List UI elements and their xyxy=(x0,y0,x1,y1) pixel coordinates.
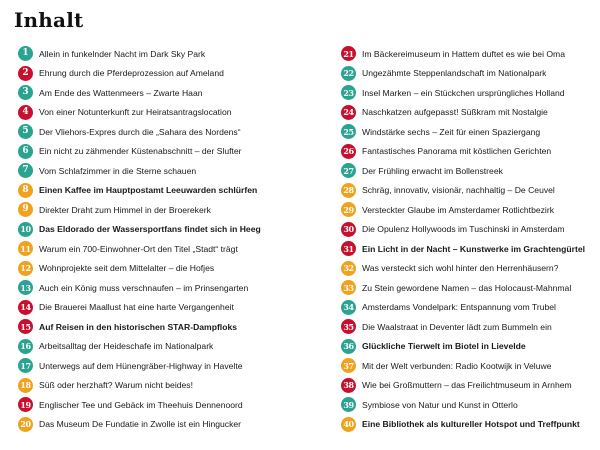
chapter-number-badge: 10 xyxy=(18,222,33,237)
toc-entry-title: Der Frühling erwacht im Bollenstreek xyxy=(362,165,503,176)
toc-entry-title: Im Bäckereimuseum in Hattem duftet es wie bei Oma xyxy=(362,48,565,59)
toc-entry xyxy=(341,200,600,220)
toc-entry xyxy=(18,181,306,201)
chapter-number-badge: 38 xyxy=(341,378,356,393)
toc-entry xyxy=(341,83,600,103)
toc-entry xyxy=(341,415,600,435)
toc-entry xyxy=(341,220,600,240)
chapter-number-badge: 11 xyxy=(18,241,33,256)
chapter-number-badge: 3 xyxy=(18,85,33,100)
chapter-number-badge: 17 xyxy=(18,358,33,373)
toc-entry-title: Die Brauerei Maallust hat eine harte Vergangenheit xyxy=(39,302,234,313)
toc-entry-title: Das Museum De Fundatie in Zwolle ist ein Hingucker xyxy=(39,419,242,430)
toc-entry-title: Auch ein König muss verschnaufen – im Prinsengarten xyxy=(39,282,249,293)
toc-entry-title: Vom Schlafzimmer in die Sterne schauen xyxy=(39,165,197,176)
toc-entry-title: Am Ende des Wattenmeers – Zwarte Haan xyxy=(39,87,203,98)
chapter-number-badge: 19 xyxy=(18,397,33,412)
toc-entry xyxy=(18,317,306,337)
toc-entry-title: Einen Kaffee im Hauptpostamt Leeuwarden schlürfen xyxy=(39,185,258,196)
chapter-number-badge: 39 xyxy=(341,397,356,412)
toc-entry xyxy=(341,122,600,142)
chapter-number-badge: 7 xyxy=(18,163,33,178)
chapter-number-badge: 34 xyxy=(341,300,356,315)
chapter-number-badge: 2 xyxy=(18,66,33,81)
toc-entry xyxy=(18,395,306,415)
toc-entry xyxy=(341,103,600,123)
toc-entry xyxy=(18,259,306,279)
toc-entry xyxy=(18,200,306,220)
toc-entry xyxy=(341,259,600,279)
toc-entry-title: Windstärke sechs – Zeit für einen Spaziergang xyxy=(362,126,541,137)
page-title: Inhalt xyxy=(14,8,84,32)
toc-entry-title: Wohnprojekte seit dem Mittelalter – die Hofjes xyxy=(39,263,215,274)
toc-entry xyxy=(18,103,306,123)
toc-entry xyxy=(341,278,600,298)
toc-entry xyxy=(18,337,306,357)
toc-entry-title: Von einer Notunterkunft zur Heiratsantragslocation xyxy=(39,107,232,118)
toc-entry xyxy=(341,376,600,396)
toc-entry xyxy=(18,278,306,298)
chapter-number-badge: 21 xyxy=(341,46,356,61)
chapter-number-badge: 30 xyxy=(341,222,356,237)
toc-entry-title: Unterwegs auf dem Hünengräber-Highway in Havelte xyxy=(39,360,243,371)
toc-entry-title: Wie bei Großmuttern – das Freilichtmuseum in Arnhem xyxy=(362,380,572,391)
chapter-number-badge: 24 xyxy=(341,105,356,120)
chapter-number-badge: 22 xyxy=(341,66,356,81)
chapter-number-badge: 32 xyxy=(341,261,356,276)
toc-entry-title: Amsterdams Vondelpark: Entspannung vom Trubel xyxy=(362,302,556,313)
toc-entry-title: Glückliche Tierwelt im Biotel in Lievelde xyxy=(362,341,526,352)
toc-entry-title: Fantastisches Panorama mit köstlichen Gerichten xyxy=(362,146,552,157)
chapter-number-badge: 9 xyxy=(18,202,33,217)
chapter-number-badge: 6 xyxy=(18,144,33,159)
toc-column-right xyxy=(341,44,600,434)
chapter-number-badge: 13 xyxy=(18,280,33,295)
toc-entry-title: Arbeitsalltag der Heideschafe im Nationalpark xyxy=(39,341,214,352)
toc-entry-title: Ehrung durch die Pferdeprozession auf Ameland xyxy=(39,68,224,79)
toc-entry xyxy=(18,64,306,84)
toc-entry-title: Mit der Welt verbunden: Radio Kootwijk in Veluwe xyxy=(362,360,552,371)
toc-entry xyxy=(341,142,600,162)
toc-entry-title: Englischer Tee und Gebäck im Theehuis Dennenoord xyxy=(39,399,243,410)
toc-entry-title: Die Opulenz Hollywoods im Tuschinski in Amsterdam xyxy=(362,224,565,235)
chapter-number-badge: 1 xyxy=(18,46,33,61)
chapter-number-badge: 18 xyxy=(18,378,33,393)
toc-entry xyxy=(18,298,306,318)
chapter-number-badge: 20 xyxy=(18,417,33,432)
chapter-number-badge: 27 xyxy=(341,163,356,178)
chapter-number-badge: 35 xyxy=(341,319,356,334)
toc-entry xyxy=(18,142,306,162)
chapter-number-badge: 25 xyxy=(341,124,356,139)
toc-entry xyxy=(18,239,306,259)
toc-entry-title: Der Vliehors-Expres durch die „Sahara des Nordens“ xyxy=(39,126,241,137)
toc-entry-title: Allein in funkelnder Nacht im Dark Sky Park xyxy=(39,48,206,59)
toc-entry-title: Insel Marken – ein Stückchen ursprüngliches Holland xyxy=(362,87,565,98)
toc-entry-title: Auf Reisen in den historischen STAR-Dampfloks xyxy=(39,321,237,332)
toc-entry xyxy=(341,356,600,376)
chapter-number-badge: 4 xyxy=(18,105,33,120)
chapter-number-badge: 28 xyxy=(341,183,356,198)
toc-entry-title: Naschkatzen aufgepasst! Süßkram mit Nostalgie xyxy=(362,107,548,118)
toc-entry-title: Die Waalstraat in Deventer lädt zum Bummeln ein xyxy=(362,321,552,332)
chapter-number-badge: 16 xyxy=(18,339,33,354)
toc-entry xyxy=(18,415,306,435)
chapter-number-badge: 15 xyxy=(18,319,33,334)
toc-entry xyxy=(341,239,600,259)
chapter-number-badge: 33 xyxy=(341,280,356,295)
chapter-number-badge: 5 xyxy=(18,124,33,139)
toc-entry xyxy=(341,337,600,357)
toc-entry-title: Das Eldorado der Wassersportfans findet sich in Heeg xyxy=(39,224,261,235)
toc-entry xyxy=(341,298,600,318)
chapter-number-badge: 40 xyxy=(341,417,356,432)
chapter-number-badge: 14 xyxy=(18,300,33,315)
toc-entry xyxy=(18,83,306,103)
toc-entry-title: Was versteckt sich wohl hinter den Herrenhäusern? xyxy=(362,263,559,274)
chapter-number-badge: 12 xyxy=(18,261,33,276)
toc-entry-title: Direkter Draht zum Himmel in der Broerekerk xyxy=(39,204,211,215)
toc-entry xyxy=(18,122,306,142)
toc-entry-title: Süß oder herzhaft? Warum nicht beides! xyxy=(39,380,193,391)
toc-column-left xyxy=(18,44,306,434)
toc-entry-title: Ein Licht in der Nacht – Kunstwerke im Grachtengürtel xyxy=(362,243,586,254)
toc-entry xyxy=(18,161,306,181)
toc-entry xyxy=(18,376,306,396)
toc-entry-title: Warum ein 700-Einwohner-Ort den Titel „Stadt“ trägt xyxy=(39,243,238,254)
toc-entry xyxy=(18,356,306,376)
toc-entry-title: Ein nicht zu zähmender Küstenabschnitt – der Slufter xyxy=(39,146,242,157)
chapter-number-badge: 31 xyxy=(341,241,356,256)
chapter-number-badge: 29 xyxy=(341,202,356,217)
toc-entry xyxy=(341,395,600,415)
toc-entry-title: Versteckter Glaube im Amsterdamer Rotlichtbezirk xyxy=(362,204,554,215)
chapter-number-badge: 37 xyxy=(341,358,356,373)
toc-entry xyxy=(341,181,600,201)
toc-entry xyxy=(341,317,600,337)
toc-entry-title: Zu Stein gewordene Namen – das Holocaust-Mahnmal xyxy=(362,282,572,293)
chapter-number-badge: 8 xyxy=(18,183,33,198)
toc-entry xyxy=(18,44,306,64)
chapter-number-badge: 26 xyxy=(341,144,356,159)
toc-entry xyxy=(341,64,600,84)
chapter-number-badge: 23 xyxy=(341,85,356,100)
toc-entry-title: Ungezähmte Steppenlandschaft im Nationalpark xyxy=(362,68,547,79)
toc-entry-title: Eine Bibliothek als kultureller Hotspot und Treffpunkt xyxy=(362,419,580,430)
chapter-number-badge: 36 xyxy=(341,339,356,354)
toc-entry-title: Symbiose von Natur und Kunst in Otterlo xyxy=(362,399,518,410)
toc-entry xyxy=(341,44,600,64)
toc-entry xyxy=(341,161,600,181)
toc-entry xyxy=(18,220,306,240)
toc-entry-title: Schräg, innovativ, visionär, nachhaltig – De Ceuvel xyxy=(362,185,555,196)
